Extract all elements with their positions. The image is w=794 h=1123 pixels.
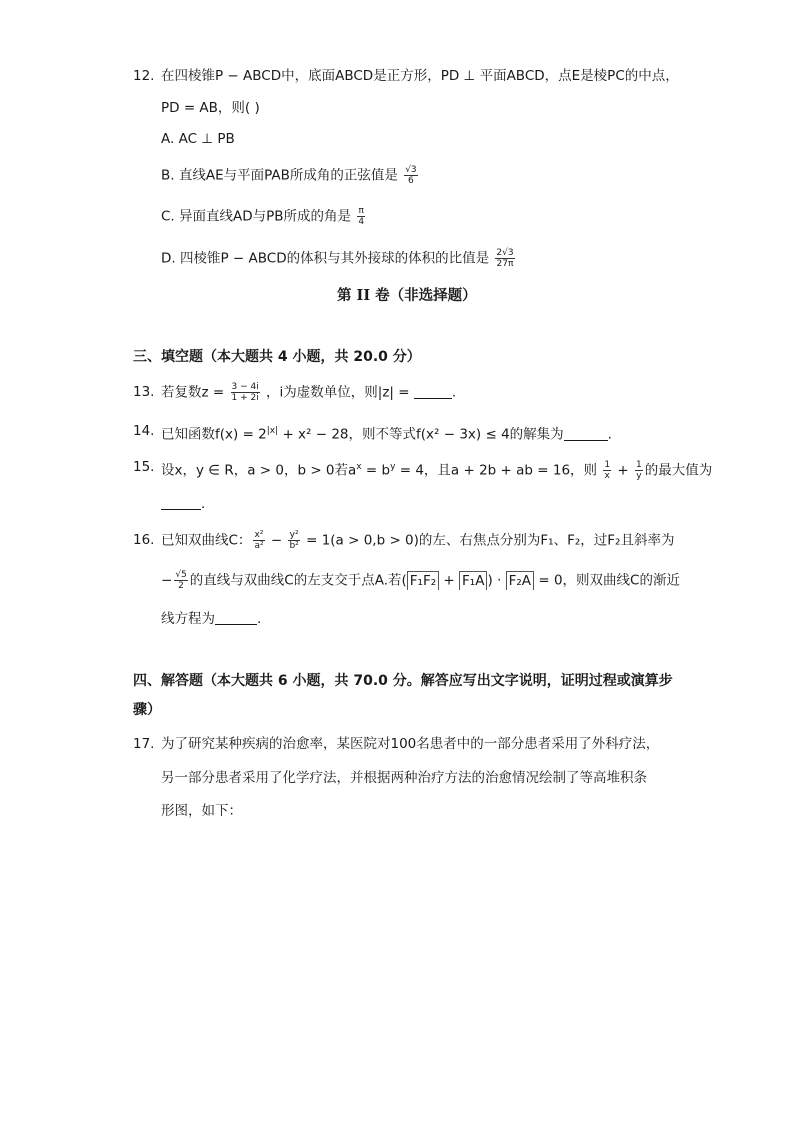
q13-post: ，i为虚数单位，则|z| =	[266, 384, 410, 401]
q16-slope-denominator: 2	[178, 581, 184, 591]
q15-fraction-1	[603, 460, 611, 481]
q15-pre: 设x，y ∈ R，a > 0，b > 0若a	[161, 462, 357, 479]
q15-f1-denominator: x	[604, 471, 610, 481]
answer-blank	[414, 384, 452, 399]
q16-minus: −	[266, 532, 287, 549]
question-12-option-b	[161, 165, 420, 186]
q15-end: .	[201, 496, 206, 512]
question-17-line2: 另一部分患者采用了化学疗法，并根据两种治疗方法的治愈情况绘制了等高堆积条	[161, 770, 647, 786]
option-d-text: D. 四棱锥P − ABCD的体积与其外接球的体积的比值是	[161, 250, 490, 267]
q16-fraction-y	[288, 530, 299, 551]
q16-slope-numerator: √5	[175, 570, 187, 580]
question-13	[161, 382, 456, 403]
question-15	[161, 457, 712, 481]
q16-f2-numerator: y²	[289, 530, 299, 540]
q16-f1-numerator: x²	[254, 530, 264, 540]
q16-f2-denominator: b²	[289, 541, 299, 551]
answer-blank	[215, 610, 257, 625]
question-15-line2	[161, 494, 205, 514]
q16-vec-dot: ·	[492, 572, 506, 589]
q15-fraction-2	[635, 460, 643, 481]
question-16-number: 16.	[133, 532, 155, 548]
q13-numerator: 3 − 4i	[231, 382, 259, 392]
question-14	[161, 421, 612, 445]
option-c-fraction	[357, 206, 365, 227]
option-d-numerator: 2√3	[496, 248, 514, 258]
option-d-denominator: 27π	[496, 259, 514, 269]
question-16-line2: − $\frac{√5}{2}$ 的直线与双曲线C的左支交于点A.若( F₁F₂ + F₁A ) · F₂A = 0，则双曲线C的渐近	[161, 570, 680, 591]
q16-f1-denominator: a²	[254, 541, 264, 551]
q15-plus: +	[613, 462, 633, 479]
option-b-fraction	[404, 165, 417, 186]
question-17-line3: 形图，如下：	[161, 803, 242, 819]
question-15-number: 15.	[133, 459, 155, 475]
q14-pre: 已知函数f(x) = 2	[161, 426, 267, 443]
question-13-number: 13.	[133, 384, 155, 400]
q13-denominator: 1 + 2i	[231, 393, 259, 403]
q15-f2-denominator: y	[636, 471, 642, 481]
question-16-line3	[161, 609, 261, 629]
q15-f1-numerator: 1	[604, 460, 611, 470]
question-12-option-c	[161, 206, 367, 227]
q16-end: .	[257, 611, 262, 627]
answer-blank	[564, 426, 608, 441]
q16-l2-pre: −	[161, 572, 173, 589]
section-4-title: 四、解答题（本大题共 6 小题，共 70.0 分。解答应写出文字说明，证明过程或演算步	[133, 673, 673, 689]
q15-post: 的最大值为	[644, 462, 713, 479]
q14-end: .	[607, 426, 612, 443]
q16-l3: 线方程为	[161, 611, 215, 627]
vector-f1a: F₁A	[459, 571, 487, 590]
option-b-denominator: 6	[408, 176, 414, 186]
question-12-option-d	[161, 248, 517, 269]
vector-f1f2: F₁F₂	[407, 571, 439, 590]
section-3-title: 三、填空题（本大题共 4 小题，共 20.0 分）	[133, 349, 421, 365]
q16-l2-mid: 的直线与双曲线C的左支交于点A.若	[189, 572, 402, 589]
q16-l2-end: = 0，则双曲线C的渐近	[534, 572, 680, 589]
option-b-numerator: √3	[405, 165, 417, 175]
answer-blank	[161, 495, 201, 510]
section-4-title-cont: 骤）	[133, 702, 161, 718]
question-14-number: 14.	[133, 423, 155, 439]
q14-post: + x² − 28，则不等式f(x² − 3x) ≤ 4的解集为	[278, 426, 564, 443]
option-b-text: B. 直线AE与平面PAB所成角的正弦值是	[161, 167, 398, 184]
option-d-fraction	[495, 248, 514, 269]
q16-pre: 已知双曲线C：	[161, 532, 252, 549]
q15-exp-y: y	[390, 462, 396, 472]
q15-mid2: = 4，且a + 2b + ab = 16，则	[395, 462, 598, 479]
question-12-line1: 在四棱锥P − ABCD中，底面ABCD是正方形，PD ⊥ 平面ABCD，点E是棱PC的中点，	[161, 68, 679, 84]
question-16-line1	[161, 530, 674, 551]
q16-slope-fraction	[174, 570, 187, 591]
question-12-line2: PD = AB，则( )	[161, 100, 260, 116]
q16-fraction-x	[253, 530, 264, 551]
option-c-denominator: 4	[358, 217, 365, 227]
q15-mid1: = b	[361, 462, 391, 479]
vector-f2a: F₂A	[506, 571, 534, 590]
part-2-title: 第 II 卷（非选择题）	[337, 287, 477, 304]
question-12-number: 12.	[133, 68, 155, 84]
option-c-numerator: π	[358, 206, 364, 216]
question-12-option-a: A. AC ⊥ PB	[161, 131, 235, 147]
q13-pre: 若复数z =	[161, 384, 225, 401]
q13-end: .	[451, 384, 457, 401]
question-17-number: 17.	[133, 736, 155, 752]
q16-vec-plus: +	[439, 572, 460, 589]
q13-fraction	[231, 382, 260, 403]
q16-post: = 1(a > 0,b > 0)的左、右焦点分别为F₁、F₂，过F₂且斜率为	[301, 532, 675, 549]
q15-f2-numerator: 1	[635, 460, 642, 470]
q15-exp-x: x	[356, 462, 362, 472]
q14-exponent: |x|	[266, 426, 279, 436]
option-c-text: C. 异面直线AD与PB所成的角是	[161, 208, 352, 225]
question-17-line1: 为了研究某种疾病的治愈率，某医院对100名患者中的一部分患者采用了外科疗法，	[161, 736, 660, 752]
